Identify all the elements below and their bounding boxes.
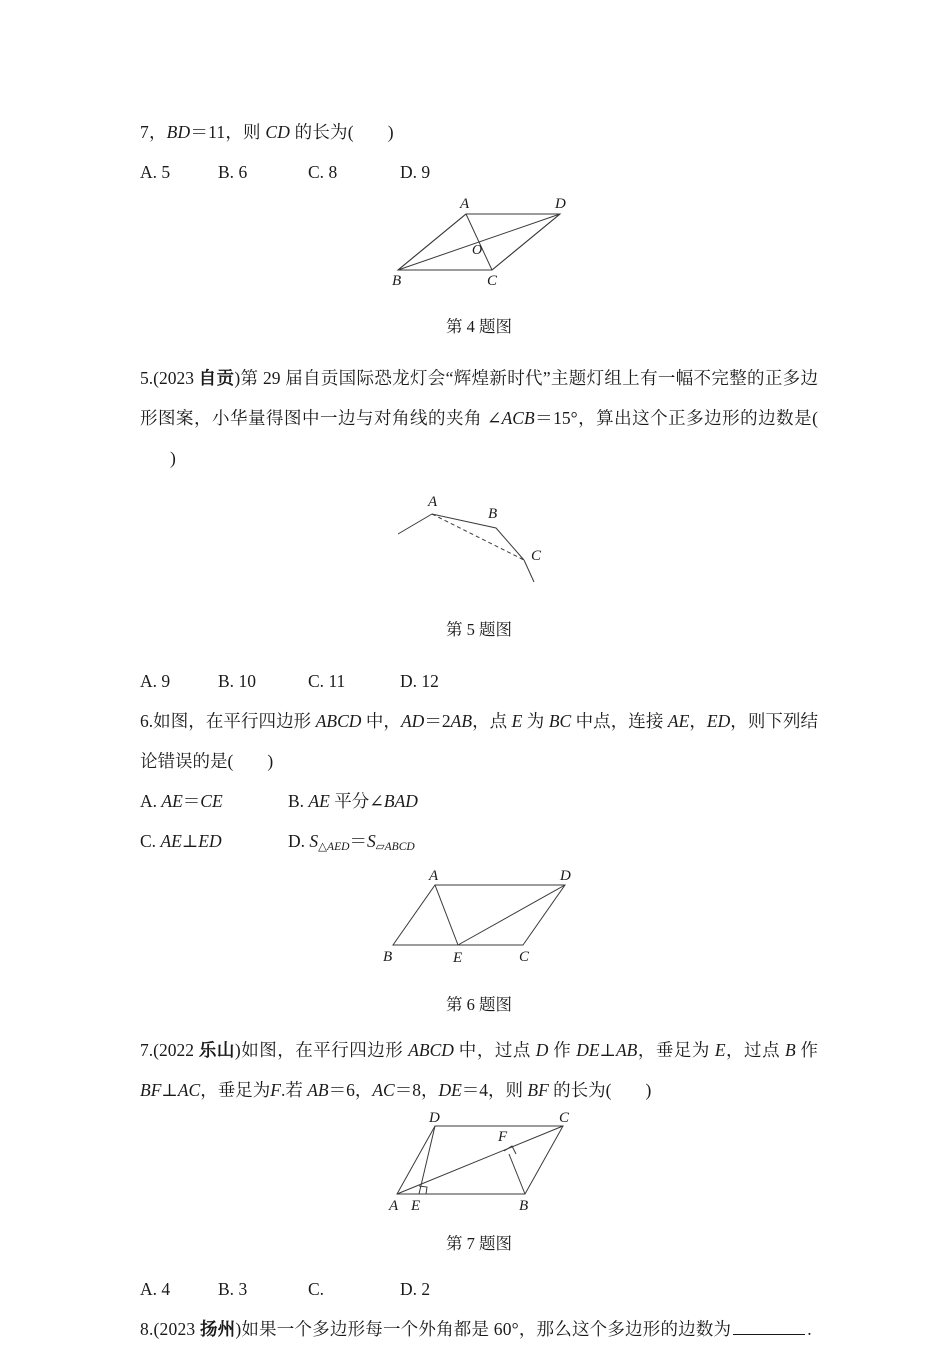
q6-label-C: C	[519, 948, 530, 965]
page-content	[140, 112, 818, 1349]
q6-mid7: ，则下列结论	[140, 711, 819, 771]
q5-source-close: )	[234, 368, 241, 388]
q4-stem-bd: BD	[166, 122, 191, 142]
question-6-options-row-1	[140, 781, 818, 821]
q7-f: F	[270, 1079, 281, 1100]
q6-option-a-key: A.	[140, 791, 158, 811]
q7-label-A: A	[389, 1197, 399, 1214]
q6-option-c-left: AE	[160, 831, 182, 851]
q7-option-b[interactable]	[218, 1269, 308, 1309]
q7-option-b-value: 3	[238, 1278, 248, 1299]
q7-eq3: ＝4，则	[461, 1079, 528, 1100]
q7-option-a[interactable]	[140, 1269, 218, 1309]
q8-source-open: (2023	[153, 1318, 200, 1339]
q7-label-E: E	[411, 1197, 421, 1214]
q5-source-open: (2023	[153, 368, 199, 388]
q7-ac: AC	[177, 1079, 201, 1100]
q8-answer-blank[interactable]	[733, 1320, 805, 1335]
q4-option-b-value: 6	[238, 162, 248, 182]
q7-bf: BF	[140, 1079, 162, 1100]
q7-e: E	[714, 1039, 726, 1060]
q6-mid6: ，	[689, 711, 707, 731]
question-5-options	[140, 661, 818, 701]
q7-d: D	[535, 1039, 549, 1060]
q6-option-c[interactable]	[140, 821, 288, 861]
q5-body-2-mid: ＝15°，算出这个正多边形的边数是(	[534, 408, 818, 428]
q7-label-B: B	[519, 1197, 529, 1214]
q5-option-c-key: C.	[308, 671, 325, 691]
q6-option-d-key: D.	[288, 831, 306, 851]
q7-de: DE	[576, 1039, 600, 1060]
q5-label-C: C	[531, 548, 542, 564]
q5-body-1: 第 29 届自贡国际恐龙灯会“辉煌新时代”主题灯组上有一幅不完整的正多边	[240, 368, 818, 388]
question-6-options-row-2	[140, 821, 818, 867]
q4-stem-post: 的长为(	[290, 122, 354, 142]
q7-number: 7.	[140, 1039, 154, 1060]
q6-line2: 错误的是(	[157, 751, 234, 771]
q6-option-d-triangle-icon: △	[318, 840, 328, 853]
question-4-figure-caption: 第 4 题图	[446, 317, 512, 336]
q4-parallelogram-svg	[384, 192, 574, 287]
q6-option-b-bad: BAD	[383, 791, 418, 811]
question-4-options	[140, 152, 818, 192]
q6-option-d-s1: S	[309, 831, 319, 851]
q5-option-a[interactable]	[140, 661, 218, 701]
q6-mid5: 中点，连接	[571, 711, 668, 731]
q6-label-B: B	[383, 948, 393, 965]
q6-label-A: A	[429, 867, 439, 884]
q7-label-F: F	[498, 1128, 508, 1145]
question-4-stem	[140, 112, 818, 152]
q5-option-a-key: A.	[140, 671, 158, 691]
q6-option-d-eq: ＝	[349, 831, 367, 851]
q6-option-d[interactable]	[288, 821, 415, 867]
q6-ae: AE	[667, 711, 690, 731]
q6-option-a[interactable]	[140, 781, 288, 821]
q7-ab-2: AB	[307, 1079, 329, 1100]
q4-option-b[interactable]	[218, 152, 308, 192]
q4-label-A: A	[460, 196, 470, 212]
q4-stem-cd: CD	[265, 122, 291, 142]
q7-label-D: D	[429, 1109, 440, 1126]
q7-eq2: ＝8，	[394, 1079, 439, 1100]
q4-option-a-value: 5	[161, 162, 171, 182]
question-7-stem	[140, 1030, 818, 1110]
q7-option-a-value: 4	[161, 1278, 171, 1299]
q4-option-c-value: 8	[328, 162, 338, 182]
q4-stem-pre: 7	[140, 122, 149, 142]
q6-mid3: ，点	[472, 711, 512, 731]
q6-option-b-text: 平分∠	[329, 791, 384, 811]
q5-option-b[interactable]	[218, 661, 308, 701]
question-8-stem	[140, 1309, 818, 1349]
q4-option-a[interactable]	[140, 152, 218, 192]
q7-option-d[interactable]	[400, 1269, 430, 1309]
q7-mid1: 中，过点	[453, 1039, 536, 1060]
q6-option-d-parallelogram-icon: ▱	[375, 840, 385, 853]
q7-ac-2: AC	[372, 1079, 395, 1100]
q6-option-b-key: B.	[288, 791, 305, 811]
q5-label-A: A	[428, 494, 438, 510]
q6-ad: AD	[400, 711, 425, 731]
q6-option-a-right: CE	[200, 791, 223, 811]
q8-body: 如果一个多边形每一个外角都是 60°，那么这个多边形的边数为	[241, 1318, 732, 1339]
q6-e: E	[511, 711, 523, 731]
q5-option-b-key: B.	[218, 671, 235, 691]
q7-mid2: 作	[548, 1039, 577, 1060]
q7-source-open: (2022	[153, 1039, 199, 1060]
question-6-figure-caption: 第 6 题图	[446, 994, 512, 1014]
q6-label-D: D	[560, 867, 571, 884]
q5-number: 5.	[140, 368, 154, 388]
q7-ab: AB	[615, 1039, 638, 1060]
q5-option-a-value: 9	[161, 671, 171, 691]
q6-mid1: 中，	[361, 711, 401, 731]
q4-option-c-key: C.	[308, 162, 325, 182]
q7-option-c-key: C.	[308, 1278, 325, 1299]
q4-option-d-key: D.	[400, 162, 418, 182]
q5-option-b-value: 10	[238, 671, 256, 691]
q4-stem-close: )	[387, 122, 394, 142]
q7-abcd: ABCD	[408, 1039, 454, 1060]
q4-option-c[interactable]	[308, 152, 400, 192]
q4-option-d-value: 9	[421, 162, 431, 182]
q4-stem-comma: ，	[148, 122, 167, 142]
question-5-figure-caption: 第 5 题图	[446, 620, 512, 639]
q8-period: .	[807, 1318, 812, 1339]
q5-partial-polygon-svg	[384, 486, 574, 586]
q7-mid4: ，过点	[725, 1039, 785, 1060]
q5-body-acb: ACB	[501, 408, 535, 428]
q8-source-close: )	[235, 1318, 242, 1339]
q7-body-1-pre: 如图，在平行四边形	[240, 1039, 409, 1060]
q6-option-c-key: C.	[140, 831, 157, 851]
q7-b: B	[784, 1039, 796, 1060]
q7-option-c[interactable]	[308, 1269, 400, 1309]
question-7-figure	[140, 1110, 818, 1219]
q7-option-a-key: A.	[140, 1278, 158, 1299]
q6-option-c-right: ED	[198, 831, 222, 851]
q7-mid3: ，垂足为	[637, 1039, 715, 1060]
q6-mid4: 为	[522, 711, 549, 731]
q6-bc: BC	[548, 711, 572, 731]
q7-perp-2: ⊥	[161, 1079, 178, 1100]
q5-option-d-value: 12	[421, 671, 439, 691]
q6-option-c-perp: ⊥	[181, 831, 199, 851]
q6-option-d-s2: S	[366, 831, 376, 851]
q7-source-close: )	[234, 1039, 241, 1060]
question-5-stem	[140, 358, 818, 478]
q4-option-b-key: B.	[218, 162, 235, 182]
q5-source-city: 自贡	[198, 368, 235, 388]
question-7-options	[140, 1269, 818, 1309]
q5-option-c[interactable]	[308, 661, 400, 701]
question-4-figure	[140, 192, 818, 292]
q5-body-3: )	[170, 448, 176, 468]
q4-label-D: D	[555, 196, 566, 212]
q6-label-E: E	[453, 949, 463, 965]
q5-body-2-pre: 形图案，小华量得图中一边与对角线的夹角 ∠	[140, 408, 502, 428]
q6-option-d-sub2: ABCD	[384, 840, 415, 853]
q4-option-a-key: A.	[140, 162, 158, 182]
q5-option-d[interactable]	[400, 661, 439, 701]
q7-b2-mid1: ，垂足为	[200, 1079, 271, 1100]
q6-ed: ED	[706, 711, 731, 731]
question-6-stem	[140, 701, 818, 781]
q5-option-c-value: 11	[328, 671, 346, 691]
q4-stem-eq: ＝11，则	[190, 122, 266, 142]
question-6-figure	[140, 867, 818, 970]
question-5-figure	[140, 486, 818, 591]
q7-mid5: 作	[795, 1039, 819, 1060]
q4-label-O: O	[472, 243, 483, 258]
q7-parallelogram-svg	[379, 1110, 579, 1214]
q5-option-d-key: D.	[400, 671, 418, 691]
q7-label-C: C	[559, 1109, 570, 1126]
q6-option-d-sub1: AED	[327, 840, 350, 853]
q6-mid2: ＝2	[424, 711, 451, 731]
q8-number: 8.	[140, 1318, 154, 1339]
q6-ab: AB	[450, 711, 473, 731]
q6-option-b-ae: AE	[308, 791, 330, 811]
q6-line2-close: )	[267, 751, 274, 771]
q7-option-b-key: B.	[218, 1278, 235, 1299]
q7-ruo: .若	[280, 1079, 308, 1100]
q4-label-C: C	[487, 273, 498, 287]
q8-source-city: 扬州	[199, 1318, 236, 1339]
q6-abcd: ABCD	[315, 711, 362, 731]
q7-bf-2: BF	[527, 1079, 549, 1100]
q6-number: 6.	[140, 711, 154, 731]
q7-source-city: 乐山	[198, 1039, 235, 1060]
q7-option-d-key: D.	[400, 1278, 418, 1299]
q7-option-d-value: 2	[421, 1278, 431, 1299]
q7-tail: 的长为(	[548, 1079, 612, 1100]
q6-option-b[interactable]	[288, 781, 418, 821]
q4-option-d[interactable]	[400, 152, 430, 192]
q7-eq1: ＝6，	[328, 1079, 373, 1100]
question-7-figure-caption: 第 7 题图	[446, 1233, 512, 1253]
q6-body-pre: 如图，在平行四边形	[153, 711, 316, 731]
q4-label-B: B	[392, 273, 402, 287]
q5-label-B: B	[488, 506, 498, 522]
q7-perp-1: ⊥	[599, 1039, 616, 1060]
q6-option-a-eq: ＝	[182, 791, 201, 811]
q7-de-2: DE	[438, 1079, 462, 1100]
q6-option-a-left: AE	[161, 791, 183, 811]
q6-parallelogram-svg	[379, 867, 579, 965]
q7-close: )	[645, 1079, 652, 1100]
